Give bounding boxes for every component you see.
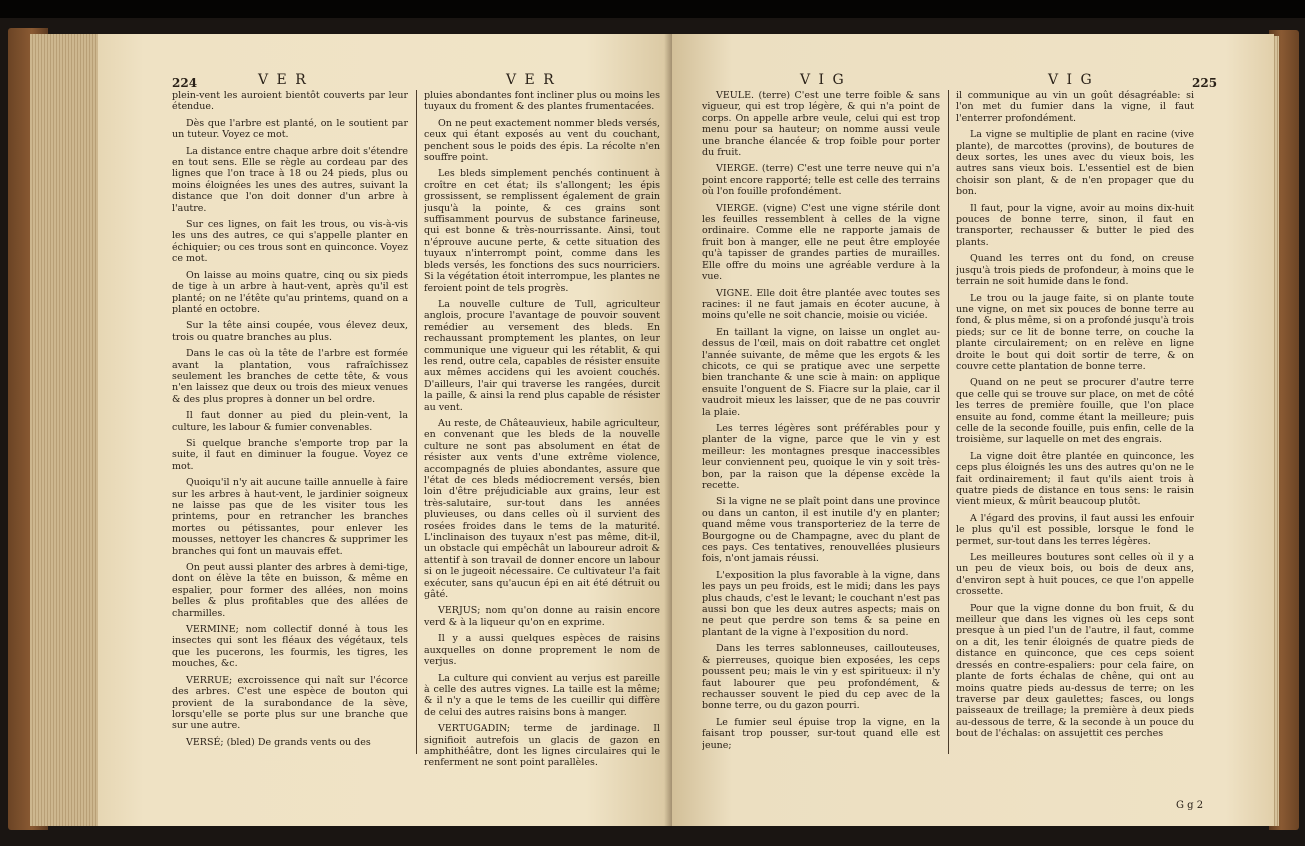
running-header-left-b: V E R (506, 72, 556, 88)
paragraph: La vigne se multiplie de plant en racine (vive plante), de marcottes (provins), de boutures de deux sortes, les unes avec du vieux bois, les autres sans vieux bois. L'essentiel est de bien choisir son plant, & de n'en propager que du bon. (956, 129, 1194, 198)
paragraph: Il faut, pour la vigne, avoir au moins dix-huit pouces de bonne terre, sinon, il faut en transporter, rechausser & butter le pied des plants. (956, 202, 1194, 248)
left-page-column-1 (172, 90, 408, 780)
paragraph: plein-vent les auroient bientôt couverts par leur étendue. (172, 90, 408, 113)
paragraph: Il faut donner au pied du plein-vent, la culture, les labour & fumier convenables. (172, 410, 408, 433)
paragraph: Au reste, de Châteauvieux, habile agriculteur, en convenant que les bleds de la nouvelle culture ne sont pas absolument en état de résister aux vents d'une extrême violence, accompagnés de pluies abondantes, assure que l'état de ces bleds médiocrement versés, bien loin d'être préjudiciable aux grains, leur est très-salutaire, sur-tout dans les années pluvieuses, ou dans celles où il survient des rosées froides dans le tems de la maturité. L'inclinaison des tuyaux n'est pas même, dit-il, un obstacle qui empêchât un laboureur adroit & attentif à son travail de donner encore un labour si on le jugeoit nécessaire. Ce cultivateur l'a fait exécuter, sans qu'aucun épi en ait été détruit ou gâté. (424, 417, 660, 601)
paragraph: Il y a aussi quelques espèces de raisins auxquelles on donne proprement le nom de verjus. (424, 633, 660, 668)
paragraph: La nouvelle culture de Tull, agriculteur anglois, procure l'avantage de pouvoir souvent remédier au versement des bleds. En rechaussant promptement les plantes, on leur communique une vigueur qui les rétablit, & qui les rend, outre cela, capables de résister ensuite aux mêmes accidens qui les avoient couchés. D'ailleurs, l'air qui traverse les rangées, durcit la paille, & ainsi la rend plus capable de résister au vent. (424, 298, 660, 413)
paragraph: VERMINE; nom collectif donné à tous les insectes qui sont les fléaux des végétaux, tels que les pucerons, les fourmis, les tigres, les mouches, &c. (172, 624, 408, 670)
left-page-column-2 (424, 90, 660, 780)
paragraph: En taillant la vigne, on laisse un onglet au-dessus de l'œil, mais on doit rabattre cet onglet l'année suivante, de même que les ergots & les chicots, ce qui se pratique avec une serpette bien tranchante & une scie à main: on applique ensuite l'onguent de S. Fiacre sur la plaie, car il vaudroit mieux les laisser, que de ne pas couvrir la plaie. (702, 326, 940, 418)
page-number-left: 224 (172, 76, 198, 90)
top-bar (0, 0, 1305, 18)
left-page (98, 34, 672, 826)
paragraph: Quand on ne peut se procurer d'autre terre que celle qui se trouve sur place, on met de côté les terres de première fouille, que l'on place ensuite au fond, comme étant la meilleure; puis celle de la seconde fouille, puis enfin, celle de la troisième, sur laquelle on met des engrais. (956, 377, 1194, 446)
right-page-column-2 (956, 90, 1194, 780)
paragraph: il communique au vin un goût désagréable: si l'on met du fumier dans la vigne, il faut l'enterrer profondément. (956, 90, 1194, 124)
paragraph: Sur ces lignes, on fait les trous, ou vis-à-vis les uns des autres, ce qui s'appelle planter en échiquier; ou ces trous sont en quinconce. Voyez ce mot. (172, 219, 408, 265)
paragraph: On ne peut exactement nommer bleds versés, ceux qui étant exposés au vent du couchant, penchent sous le poids des épis. La récolte n'en souffre point. (424, 117, 660, 164)
right-page (672, 34, 1274, 826)
paragraph: La distance entre chaque arbre doit s'étendre en tout sens. Elle se règle au cordeau par des lignes que l'on trace à 18 ou 24 pieds, plus ou moins éloignées les unes des autres, suivant la distance que l'on doit donner d'un arbre à l'autre. (172, 145, 408, 214)
paragraph: Les meilleures boutures sont celles où il y a un peu de vieux bois, ou bois de deux ans, d'environ sept à huit pouces, ce que l'on appelle crossette. (956, 552, 1194, 598)
paragraph: VERRUE; excroissence qui naît sur l'écorce des arbres. C'est une espèce de bouton qui provient de la surabondance de la sève, lorsqu'elle se porte plus sur une branche que sur une autre. (172, 674, 408, 732)
paragraph: Les bleds simplement penchés continuent à croître en cet état; ils s'allongent; les épis grossissent, se remplissent également de grain jusqu'à la pointe, & ces grains sont suffisamment pourvus de substance farineuse, qui est bonne & très-nourrissante. Ainsi, tout n'éprouve aucune perte, & cette situation des tuyaux n'interrompt point, comme dans les bleds versés, les fonctions des sucs nourriciers. Si la végétation étoit interrompue, les plantes ne feroient point de tels progrès. (424, 168, 660, 294)
column-rule-left (416, 90, 417, 754)
paragraph: A l'égard des provins, il faut aussi les enfouir le plus qu'il est possible, lorsque le fond le permet, sur-tout dans les terres légères. (956, 512, 1194, 547)
running-header-right-b: V I G (1048, 72, 1094, 88)
paragraph: pluies abondantes font incliner plus ou moins les tuyaux du froment & des plantes frumentacées. (424, 90, 660, 113)
signature-mark: G g 2 (1176, 800, 1204, 811)
paragraph: On laisse au moins quatre, cinq ou six pieds de tige à un arbre à haut-vent, après qu'il est planté; on ne l'étête qu'au printems, quand on a planté en octobre. (172, 269, 408, 315)
paragraph: VIERGE. (vigne) C'est une vigne stérile dont les feuilles ressemblent à celles de la vigne ordinaire. Comme elle ne rapporte jamais de fruit bon à manger, elle ne peut être employée qu'à tapisser de grandes parties de murailles. Elle offre du moins une agréable verdure à la vue. (702, 202, 940, 283)
page-number-right: 225 (1192, 76, 1218, 90)
paragraph: VEULE. (terre) C'est une terre foible & sans vigueur, qui est trop légère, & qui n'a point de corps. On appelle arbre veule, celui qui est trop menu pour sa hauteur; on nomme aussi veule une branche élancée & trop foible pour porter du fruit. (702, 90, 940, 159)
paragraph: VIERGE. (terre) C'est une terre neuve qui n'a point encore rapporté; telle est celle des terrains où l'on fouille profondément. (702, 163, 940, 198)
paragraph: Quand les terres ont du fond, on creuse jusqu'à trois pieds de profondeur, à moins que le terrain ne soit humide dans le fond. (956, 253, 1194, 288)
paragraph: Dans les terres sablonneuses, caillouteuses, & pierreuses, quoique bien exposées, les ceps poussent peu; mais le vin y est spiritueux: il n'y faut labourer que peu profondément, & rechausser souvent le pied du cep avec de la bonne terre, ou du gazon pourri. (702, 643, 940, 712)
paragraph: La culture qui convient au verjus est pareille à celle des autres vignes. La taille est la même; & il n'y a que le tems de les cueillir qui diffère de celui des autres raisins bons à manger. (424, 672, 660, 718)
paragraph: Dans le cas où la tête de l'arbre est formée avant la plantation, vous rafraîchissez seulement les branches de cette tête, & vous n'en laissez que deux ou trois des mieux venues & des plus propres à donner un bel ordre. (172, 348, 408, 405)
column-rule-right (948, 90, 949, 754)
paragraph: La vigne doit être plantée en quinconce, les ceps plus éloignés les uns des autres qu'on ne le fait ordinairement; il faut qu'ils aient trois à quatre pieds de distance en tous sens: le raisin vient mieux, & mûrit beaucoup plutôt. (956, 450, 1194, 508)
right-page-column-1 (702, 90, 940, 780)
paragraph: Quoiqu'il n'y ait aucune taille annuelle à faire sur les arbres à haut-vent, le jardinier soigneux ne laisse pas que de les visiter tous les printems, pour en retrancher les branches mortes ou pétissantes, pour enlever les mousses, nettoyer les chancres & supprimer les branches qui font un mauvais effet. (172, 477, 408, 557)
paragraph: VERJUS; nom qu'on donne au raisin encore verd & à la liqueur qu'on en exprime. (424, 605, 660, 628)
running-header-left-a: V E R (258, 72, 308, 88)
paragraph: VERTUGADIN; terme de jardinage. Il signifioit autrefois un glacis de gazon en amphithéâtre, dont les lignes circulaires qui le renferment ne sont point parallèles. (424, 723, 660, 769)
paragraph: Le trou ou la jauge faite, si on plante toute une vigne, on met six pouces de bonne terre au fond, & plus même, si on a profondé jusqu'à trois pieds; sur ce lit de bonne terre, on couche la plante circulairement; on en relève en ligne droite le bout qui doit sortir de terre, & on couvre cette plantation de bonne terre. (956, 292, 1194, 372)
paragraph: Si la vigne ne se plaît point dans une province ou dans un canton, il est inutile d'y en planter; quand même vous transporteriez de la terre de Bourgogne ou de Champagne, avec du plant de ces pays. Ces tentatives, renouvellées plusieurs fois, n'ont jamais réussi. (702, 496, 940, 565)
paragraph: Sur la tête ainsi coupée, vous élevez deux, trois ou quatre branches au plus. (172, 320, 408, 343)
paragraph: Dès que l'arbre est planté, on le soutient par un tuteur. Voyez ce mot. (172, 117, 408, 141)
paragraph: Les terres légères sont préférables pour y planter de la vigne, parce que le vin y est meilleur: les montagnes presque inaccessibles leur conviennent peu, quoique le vin y soit très-bon, par la raison que la dépense excède la recette. (702, 422, 940, 491)
paragraph: Pour que la vigne donne du bon fruit, & du meilleur que dans les vignes où les ceps sont presque à un pied l'un de l'autre, il faut, comme on a dit, les tenir éloignés de quatre pieds de distance en quinconce, que ces ceps soient dressés en contre-espaliers: pour cela faire, on plante de forts échalas de chêne, qui ont au moins quatre pieds au-dessus de terre; on les traverse par deux gaulettes; fasces, ou longs paisseaux de treillage; la première à deux pieds au-dessous de terre, & la seconde à un pouce du bout de l'échalas: on assujettit ces perches (956, 602, 1194, 740)
page-edges-left (30, 34, 100, 826)
paragraph: Si quelque branche s'emporte trop par la suite, il faut en diminuer la fougue. Voyez ce mot. (172, 437, 408, 472)
running-header-right-a: V I G (800, 72, 846, 88)
paragraph: L'exposition la plus favorable à la vigne, dans les pays un peu froids, est le midi; dans les pays plus chauds, c'est le levant; le couchant n'est pas aussi bon que les deux autres aspects; mais on ne peut que perdre son tems & sa peine en plantant de la vigne à l'exposition du nord. (702, 569, 940, 638)
paragraph: On peut aussi planter des arbres à demi-tige, dont on élève la tête en buisson, & même en espalier, pour former des allées, non moins belles & plus profitables que des allées de charmilles. (172, 562, 408, 619)
paragraph: VIGNE. Elle doit être plantée avec toutes ses racines: il ne faut jamais en écoter aucune, à moins qu'elle ne soit chancie, moisie ou viciée. (702, 287, 940, 322)
paragraph: Le fumier seul épuise trop la vigne, en la faisant trop pousser, sur-tout quand elle est jeune; (702, 716, 940, 751)
paragraph: VERSÉ; (bled) De grands vents ou des (186, 736, 371, 748)
